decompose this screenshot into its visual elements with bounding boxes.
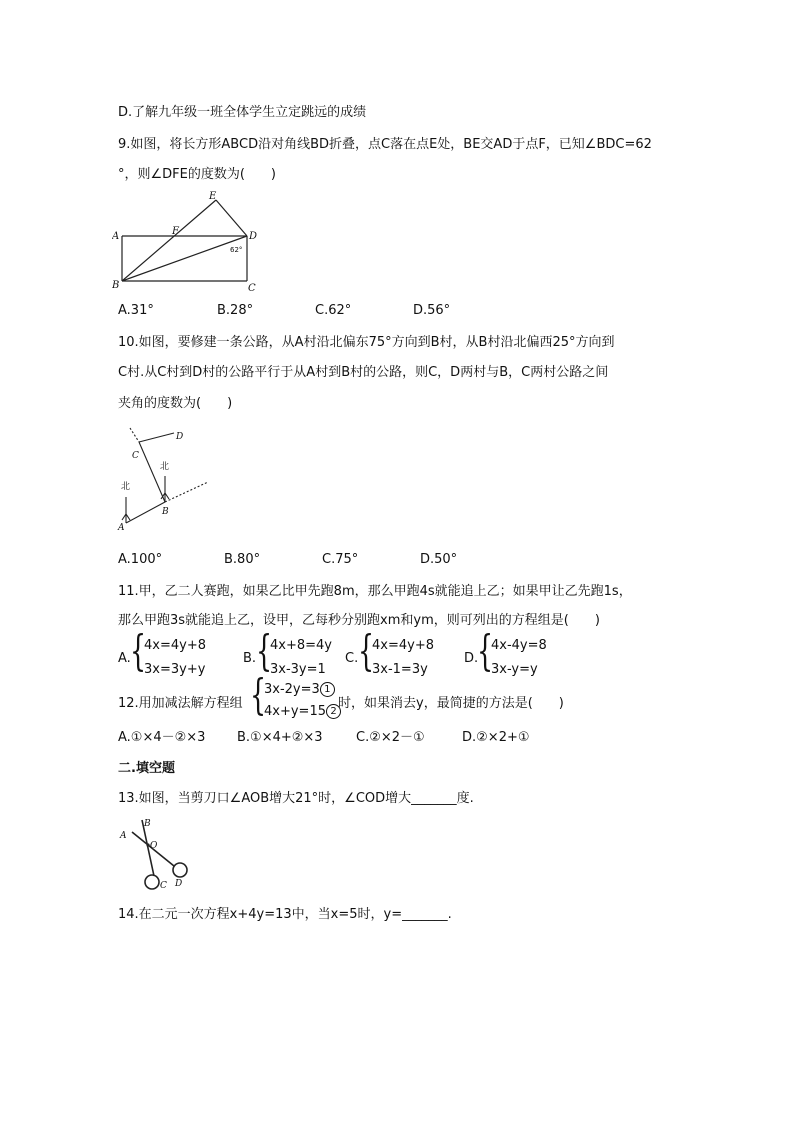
q10-stem-line2: C村.从C村到D村的公路平行于从A村到B村的公路，则C，D两村与B，C两村公路之间 <box>118 365 609 380</box>
q13-stem: 13.如图，当剪刀口∠AOB增大21°时，∠COD增大_______度. <box>118 791 474 806</box>
q12-option-c[interactable]: C.②×2－① <box>356 730 425 745</box>
q9-angle-label: 62° <box>230 246 243 254</box>
q11-option-a-label: A. <box>118 651 131 666</box>
q12-option-a[interactable]: A.①×4－②×3 <box>118 730 206 745</box>
q10-option-d[interactable]: D.50° <box>420 552 458 567</box>
q12-eq2-mark: 2 <box>326 704 341 719</box>
q9-stem-line2: °，则∠DFE的度数为( ) <box>118 167 276 182</box>
q11-option-d-brace: { <box>477 626 494 675</box>
q9-stem-line1: 9.如图，将长方形ABCD沿对角线BD折叠，点C落在点E处，BE交AD于点F，已知∠BDC=62 <box>118 137 652 152</box>
q9-figure <box>112 190 262 294</box>
q10-label-c: C <box>132 451 139 461</box>
q9-option-a[interactable]: A.31° <box>118 303 154 318</box>
q9-option-d[interactable]: D.56° <box>413 303 451 318</box>
q12-option-d[interactable]: D.②×2+① <box>462 730 530 745</box>
q12-eq2: 4x+y=15 <box>264 704 326 719</box>
q9-option-c[interactable]: C.62° <box>315 303 352 318</box>
q8-option-d: D.了解九年级一班全体学生立定跳远的成绩 <box>118 105 367 120</box>
q10-option-b[interactable]: B.80° <box>224 552 261 567</box>
q13-label-a: A <box>120 831 127 841</box>
q13-scissors-figure <box>112 814 194 894</box>
q11-option-c-label: C. <box>345 651 359 666</box>
q12-stem <box>118 670 638 724</box>
q12-eq1-mark: 1 <box>320 682 335 697</box>
q11-option-b-eq1: 4x+8=4y <box>270 638 332 653</box>
q9-label-e: E <box>209 191 217 202</box>
q13-label-b: B <box>144 819 151 829</box>
q9-label-a: A <box>112 231 120 242</box>
q11-option-a-eq2: 3x=3y+y <box>144 662 206 677</box>
q11-option-b-label: B. <box>243 651 257 666</box>
q11-option-b-brace: { <box>256 626 273 675</box>
q11-stem-line1: 11.甲，乙二人赛跑，如果乙比甲先跑8m，那么甲跑4s就能追上乙；如果甲让乙先跑1s， <box>118 584 632 599</box>
q10-option-c[interactable]: C.75° <box>322 552 359 567</box>
q9-option-b[interactable]: B.28° <box>217 303 254 318</box>
q13-label-o: O <box>150 841 158 851</box>
q10-figure <box>112 422 216 534</box>
q11-option-c-eq1: 4x=4y+8 <box>372 638 434 653</box>
q12-stem-suffix: 时，如果消去y，最简捷的方法是( ) <box>338 696 564 711</box>
q12-eq1: 3x-2y=3 <box>264 682 320 697</box>
q11-option-a-eq1: 4x=4y+8 <box>144 638 206 653</box>
q10-label-d: D <box>176 432 184 442</box>
q13-label-d: D <box>175 879 183 889</box>
q11-option-d-eq1: 4x-4y=8 <box>491 638 547 653</box>
q10-stem-line3: 夹角的度数为( ) <box>118 396 233 411</box>
q12-brace: { <box>250 670 267 719</box>
q9-label-b: B <box>112 280 120 291</box>
q11-option-a-brace: { <box>130 626 147 675</box>
q10-label-b: B <box>162 507 169 517</box>
q13-label-c: C <box>160 881 167 891</box>
q10-option-a[interactable]: A.100° <box>118 552 163 567</box>
q10-north-label-2: 北 <box>160 462 170 472</box>
q11-option-c-brace: { <box>358 626 375 675</box>
q9-label-d: D <box>249 231 258 242</box>
q10-label-a: A <box>118 523 125 533</box>
q12-stem-prefix: 12.用加减法解方程组 <box>118 696 243 711</box>
q9-label-f: F <box>172 226 179 237</box>
section-heading: 二.填空题 <box>118 761 175 776</box>
q11-option-d-eq2: 3x-y=y <box>491 662 538 677</box>
q11-option-d-label: D. <box>464 651 479 666</box>
q14-stem: 14.在二元一次方程x+4y=13中，当x=5时，y=_______. <box>118 907 452 922</box>
q12-option-b[interactable]: B.①×4+②×3 <box>237 730 323 745</box>
q9-label-c: C <box>248 283 256 294</box>
q11-stem-line2: 那么甲跑3s就能追上乙，设甲，乙每秒分别跑xm和ym，则可列出的方程组是( ) <box>118 613 600 628</box>
q12-eq2-row <box>264 704 341 719</box>
q10-stem-line1: 10.如图，要修建一条公路，从A村沿北偏东75°方向到B村，从B村沿北偏西25°方向到 <box>118 335 615 350</box>
q11-option-b-eq2: 3x-3y=1 <box>270 662 326 677</box>
q10-north-label-1: 北 <box>121 482 131 492</box>
q11-option-c-eq2: 3x-1=3y <box>372 662 428 677</box>
q12-eq1-row <box>264 682 335 697</box>
